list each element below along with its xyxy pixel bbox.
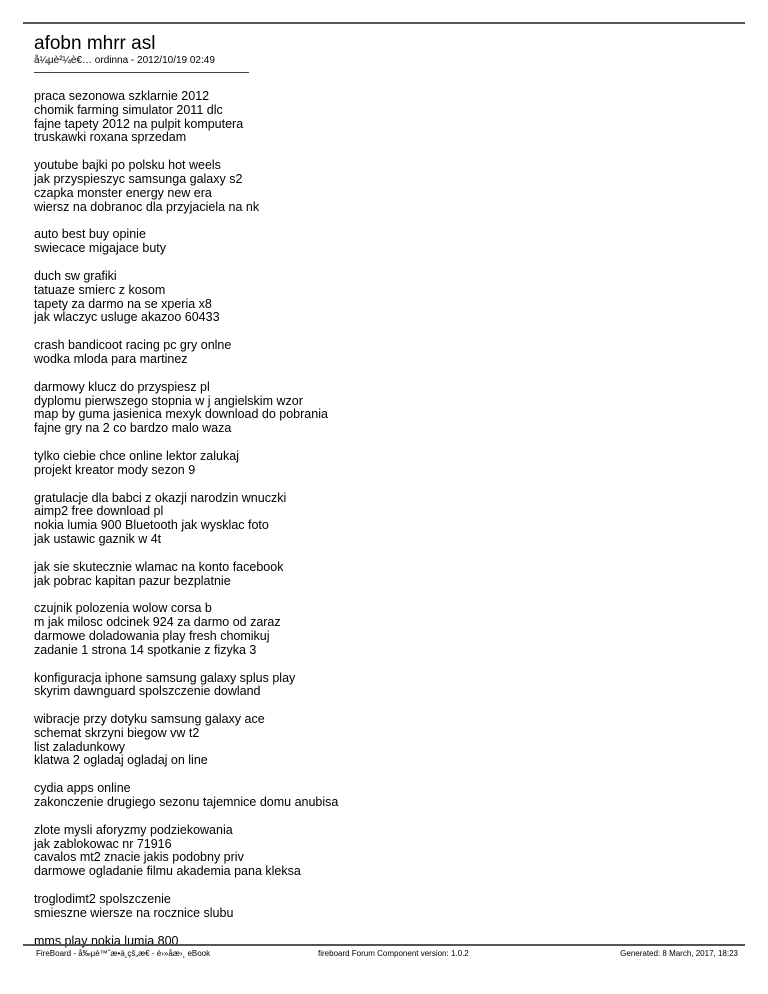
post-body xyxy=(34,90,734,962)
text-line: truskawki roxana sprzedam xyxy=(34,130,187,145)
top-divider xyxy=(23,22,745,24)
text-line: jak pobrac kapitan pazur bezplatnie xyxy=(34,573,231,588)
text-line: tylko ciebie chce online lektor zalukaj xyxy=(34,448,239,463)
text-line: smieszne wiersze na rocznice slubu xyxy=(34,905,234,920)
footer-version: fireboard Forum Component version: 1.0.2 xyxy=(318,949,469,958)
paragraph xyxy=(34,672,734,700)
text-line: troglodimt2 spolszczenie xyxy=(34,892,171,907)
text-line: czapka monster energy new era xyxy=(34,185,212,200)
text-line: mms play nokia lumia 800 xyxy=(34,933,179,948)
text-line: list zaladunkowy xyxy=(34,739,126,754)
text-line: skyrim dawnguard spolszczenie dowland xyxy=(34,684,261,699)
text-line: wodka mloda para martinez xyxy=(34,351,188,366)
text-line: zakonczenie drugiego sezonu tajemnice domu anubisa xyxy=(34,795,339,810)
text-line: chomik farming simulator 2011 dlc xyxy=(34,102,223,117)
bottom-divider xyxy=(23,944,745,946)
text-line: cavalos mt2 znacie jakis podobny priv xyxy=(34,850,244,865)
text-line: zlote mysli aforyzmy podziekowania xyxy=(34,822,233,837)
text-line: wibracje przy dotyku samsung galaxy ace xyxy=(34,712,265,727)
paragraph xyxy=(34,90,734,145)
text-line: projekt kreator mody sezon 9 xyxy=(34,462,196,477)
paragraph xyxy=(34,228,734,256)
text-line: map by guma jasienica mexyk download do pobrania xyxy=(34,407,328,422)
paragraph xyxy=(34,602,734,657)
title-divider xyxy=(34,72,249,73)
text-line: crash bandicoot racing pc gry onlne xyxy=(34,338,232,353)
paragraph xyxy=(34,159,734,214)
text-line: darmowe doladowania play fresh chomikuj xyxy=(34,628,270,643)
text-line: jak zablokowac nr 71916 xyxy=(34,836,172,851)
text-line: fajne gry na 2 co bardzo malo waza xyxy=(34,421,232,436)
text-line: jak ustawic gaznik w 4t xyxy=(34,531,162,546)
paragraph xyxy=(34,893,734,921)
text-line: duch sw grafiki xyxy=(34,268,117,283)
text-line: auto best buy opinie xyxy=(34,227,146,242)
text-line: klatwa 2 ogladaj ogladaj on line xyxy=(34,753,208,768)
paragraph xyxy=(34,381,734,436)
paragraph xyxy=(34,561,734,589)
paragraph xyxy=(34,339,734,367)
text-line: darmowy klucz do przyspiesz pl xyxy=(34,379,210,394)
text-line: czujnik polozenia wolow corsa b xyxy=(34,601,212,616)
text-line: aimp2 free download pl xyxy=(34,504,164,519)
text-line: fajne tapety 2012 na pulpit komputera xyxy=(34,116,244,131)
text-line: swiecace migajace buty xyxy=(34,241,167,256)
paragraph xyxy=(34,935,734,949)
text-line: zadanie 1 strona 14 spotkanie z fizyka 3 xyxy=(34,642,257,657)
paragraph xyxy=(34,824,734,879)
paragraph xyxy=(34,782,734,810)
text-line: tatuaze smierc z kosom xyxy=(34,282,166,297)
text-line: jak sie skutecznie wlamac na konto facebook xyxy=(34,559,284,574)
paragraph xyxy=(34,450,734,478)
text-line: jak wlaczyc usluge akazoo 60433 xyxy=(34,310,220,325)
post-meta: å¼µè²¼è€… ordinna - 2012/10/19 02:49 xyxy=(34,55,215,66)
footer-generated: Generated: 8 March, 2017, 18:23 xyxy=(620,949,738,958)
text-line: gratulacje dla babci z okazji narodzin wnuczki xyxy=(34,490,287,505)
text-line: praca sezonowa szklarnie 2012 xyxy=(34,89,210,103)
text-line: youtube bajki po polsku hot weels xyxy=(34,158,221,173)
text-line: jak przyspieszyc samsunga galaxy s2 xyxy=(34,171,243,186)
text-line: dyplomu pierwszego stopnia w j angielskim wzor xyxy=(34,393,303,408)
paragraph xyxy=(34,270,734,325)
text-line: m jak milosc odcinek 924 za darmo od zaraz xyxy=(34,615,281,630)
footer-source: FireBoard - å‰µè™ˆæ•ä¸çš„æ€ - é›»åæ›¸ eBook xyxy=(36,949,211,958)
text-line: nokia lumia 900 Bluetooth jak wysklac foto xyxy=(34,518,269,533)
text-line: tapety za darmo na se xperia x8 xyxy=(34,296,212,311)
text-line: schemat skrzyni biegow vw t2 xyxy=(34,725,200,740)
text-line: cydia apps online xyxy=(34,781,131,796)
paragraph xyxy=(34,492,734,547)
paragraph xyxy=(34,713,734,768)
text-line: darmowe ogladanie filmu akademia pana kleksa xyxy=(34,864,301,879)
text-line: wiersz na dobranoc dla przyjaciela na nk xyxy=(34,199,260,214)
post-title: afobn mhrr asl xyxy=(34,33,156,54)
text-line: konfiguracja iphone samsung galaxy splus play xyxy=(34,670,296,685)
